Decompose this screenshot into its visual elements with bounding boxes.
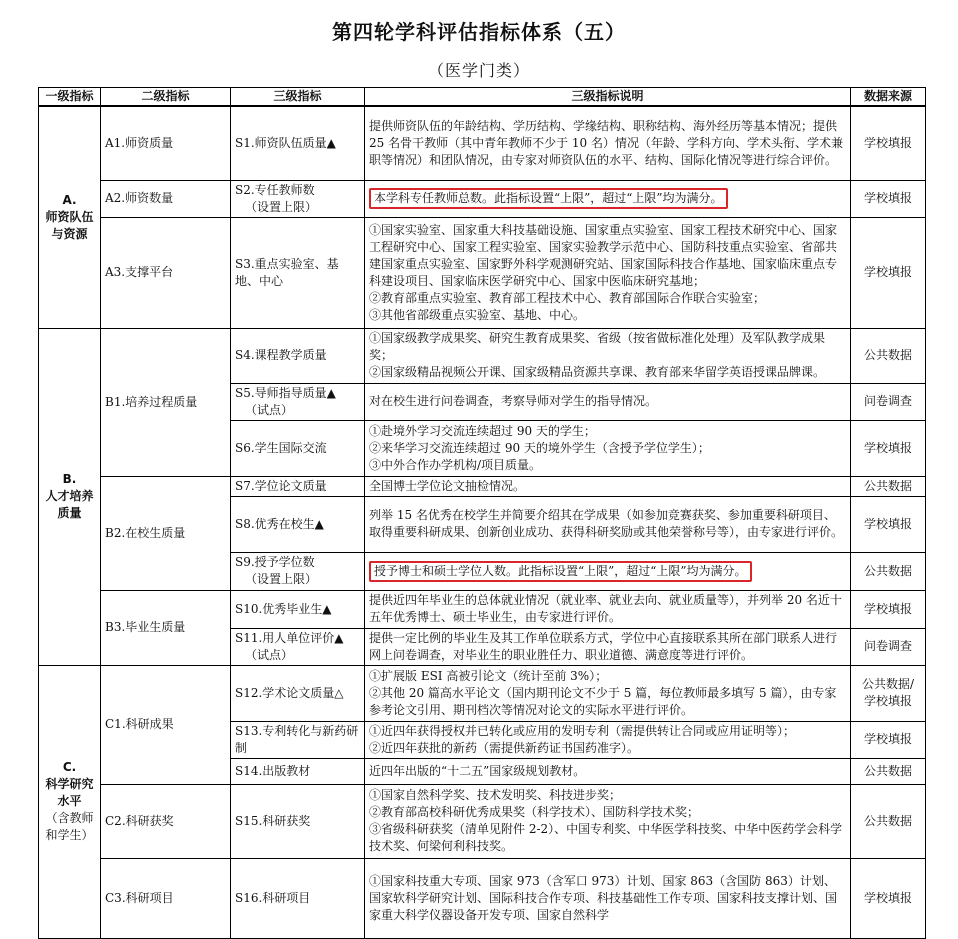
level2-c1: C1.科研成果 <box>101 665 231 784</box>
table-header-row <box>39 88 926 107</box>
level3-s13: S13.专利转化与新药研制 <box>231 721 365 758</box>
desc-s10: 提供近四年毕业生的总体就业情况（就业率、就业去向、就业质量等），并列举 20 名近十五年优秀博士、硕士毕业生，由专家进行评价。 <box>365 590 851 628</box>
level3-s7: S7.学位论文质量 <box>231 476 365 496</box>
level2-c2: C2.科研获奖 <box>101 784 231 858</box>
source-s10: 学校填报 <box>851 590 926 628</box>
page-subtitle: （医学门类） <box>427 61 530 80</box>
level2-a3: A3.支撑平台 <box>101 217 231 328</box>
table-row-s7 <box>39 476 926 496</box>
level3-s6: S6.学生国际交流 <box>231 420 365 476</box>
section-a: A. 师资队伍 与资源 <box>39 106 101 328</box>
table-row-s10 <box>39 590 926 628</box>
level3-s11: S11.用人单位评价▲ （试点） <box>231 628 365 665</box>
source-s8: 学校填报 <box>851 496 926 552</box>
level3-s15: S15.科研获奖 <box>231 784 365 858</box>
section-b: B. 人才培养 质量 <box>39 328 101 665</box>
level2-b1: B1.培养过程质量 <box>101 328 231 476</box>
desc-s14: 近四年出版的“十二五”国家级规划教材。 <box>365 758 851 784</box>
desc-s9 <box>365 552 851 590</box>
source-s2: 学校填报 <box>851 180 926 217</box>
source-s6: 学校填报 <box>851 420 926 476</box>
level3-s16: S16.科研项目 <box>231 858 365 938</box>
header-description: 三级指标说明 <box>365 88 851 107</box>
highlight-box: 本学科专任教师总数。此指标设置“上限”，超过“上限”均为满分。 <box>369 188 728 209</box>
table-row-s12 <box>39 665 926 721</box>
desc-s1: 提供师资队伍的年龄结构、学历结构、学缘结构、职称结构、海外经历等基本情况；提供 25 名骨干教师（其中青年教师不少于 10 名）情况（年龄、学科方向、学术头衔、学术兼职等情况）和团队情况，由专家对师资队伍的水平、结构、国际化情况等进行综合评价。 <box>365 106 851 180</box>
desc-s6: ①赴境外学习交流连续超过 90 天的学生； ②来华学习交流连续超过 90 天的境外学生（含授予学位学生）； ③中外合作办学机构/项目质量。 <box>365 420 851 476</box>
source-s7: 公共数据 <box>851 476 926 496</box>
level3-s1: S1.师资队伍质量▲ <box>231 106 365 180</box>
level3-s9: S9.授予学位数 （设置上限） <box>231 552 365 590</box>
level3-s8: S8.优秀在校生▲ <box>231 496 365 552</box>
source-s3: 学校填报 <box>851 217 926 328</box>
source-s14: 公共数据 <box>851 758 926 784</box>
desc-s12: ①扩展版 ESI 高被引论文（统计至前 3%）； ②其他 20 篇高水平论文（国内期刊论文不少于 5 篇，每位教师最多填写 5 篇），由专家参考论文引用、期刊档次等情况对论文的实际水平进行评价。 <box>365 665 851 721</box>
level3-s3: S3.重点实验室、基地、中心 <box>231 217 365 328</box>
page-title: 第四轮学科评估指标体系（五） <box>332 20 626 44</box>
desc-s7: 全国博士学位论文抽检情况。 <box>365 476 851 496</box>
header-level3: 三级指标 <box>231 88 365 107</box>
level3-s14: S14.出版教材 <box>231 758 365 784</box>
indicator-table <box>38 87 926 939</box>
table-row-s1 <box>39 106 926 180</box>
source-s15: 公共数据 <box>851 784 926 858</box>
table-row-s16 <box>39 858 926 938</box>
level3-s12: S12.学术论文质量△ <box>231 665 365 721</box>
level2-a1: A1.师资质量 <box>101 106 231 180</box>
section-c: C. 科学研究 水平 （含教师 和学生） <box>39 665 101 938</box>
table-row-s2 <box>39 180 926 217</box>
desc-s13: ①近四年获得授权并已转化或应用的发明专利（需提供转让合同或应用证明等）； ②近四年获批的新药（需提供新药证书国药准字）。 <box>365 721 851 758</box>
level3-s4: S4.课程教学质量 <box>231 328 365 383</box>
source-s1: 学校填报 <box>851 106 926 180</box>
source-s11: 问卷调查 <box>851 628 926 665</box>
source-s9: 公共数据 <box>851 552 926 590</box>
desc-s11: 提供一定比例的毕业生及其工作单位联系方式，学位中心直接联系其所在部门联系人进行网上问卷调查，对毕业生的职业胜任力、职业道德、满意度等进行评价。 <box>365 628 851 665</box>
level3-s10: S10.优秀毕业生▲ <box>231 590 365 628</box>
table-row-s15 <box>39 784 926 858</box>
header-level2: 二级指标 <box>101 88 231 107</box>
source-s13: 学校填报 <box>851 721 926 758</box>
level3-s2: S2.专任教师数 （设置上限） <box>231 180 365 217</box>
desc-s8: 列举 15 名优秀在校学生并简要介绍其在学成果（如参加竞赛获奖、参加重要科研项目、取得重要科研成果、创新创业成功、获得科研奖励或其他荣誉称号等），由专家进行评价。 <box>365 496 851 552</box>
source-s5: 问卷调查 <box>851 383 926 420</box>
level2-a2: A2.师资数量 <box>101 180 231 217</box>
desc-s5: 对在校生进行问卷调查，考察导师对学生的指导情况。 <box>365 383 851 420</box>
highlight-box: 授予博士和硕士学位人数。此指标设置“上限”，超过“上限”均为满分。 <box>369 561 752 582</box>
header-level1: 一级指标 <box>39 88 101 107</box>
source-s4: 公共数据 <box>851 328 926 383</box>
desc-s16: ①国家科技重大专项、国家 973（含军口 973）计划、国家 863（含国防 863）计划、国家软科学研究计划、国际科技合作专项、科技基础性工作专项、国家科技支撑计划、国家重大科学仪器设备开发专项、国家自然科学 <box>365 858 851 938</box>
level3-s5: S5.导师指导质量▲ （试点） <box>231 383 365 420</box>
desc-s2 <box>365 180 851 217</box>
desc-s3: ①国家实验室、国家重大科技基础设施、国家重点实验室、国家工程技术研究中心、国家工程研究中心、国家工程实验室、国家实验教学示范中心、国防科技重点实验室、省部共建国家重点实验室、国家野外科学观测研究站、国家国际科技合作基地、国家临床重点专科建设项目、国家临床医学研究中心、国家中医临床研究基地； ②教育部重点实验室、教育部工程技术中心、教育部国际合作联合实验室； ③其他省部级重点实验室、基地、中心。 <box>365 217 851 328</box>
desc-s4: ①国家级教学成果奖、研究生教育成果奖、省级（按省做标准化处理）及军队教学成果奖； ②国家级精品视频公开课、国家级精品资源共享课、教育部来华留学英语授课品牌课。 <box>365 328 851 383</box>
source-s12: 公共数据/ 学校填报 <box>851 665 926 721</box>
source-s16: 学校填报 <box>851 858 926 938</box>
header-source: 数据来源 <box>851 88 926 107</box>
level2-b3: B3.毕业生质量 <box>101 590 231 665</box>
level2-b2: B2.在校生质量 <box>101 476 231 590</box>
table-row-s3 <box>39 217 926 328</box>
desc-s15: ①国家自然科学奖、技术发明奖、科技进步奖； ②教育部高校科研优秀成果奖（科学技术）、国防科学技术奖； ③省级科研获奖（清单见附件 2-2）、中国专利奖、中华医学科技奖、中华中医药学会科学技术奖、何梁何利科技奖。 <box>365 784 851 858</box>
table-row-s4 <box>39 328 926 383</box>
level2-c3: C3.科研项目 <box>101 858 231 938</box>
